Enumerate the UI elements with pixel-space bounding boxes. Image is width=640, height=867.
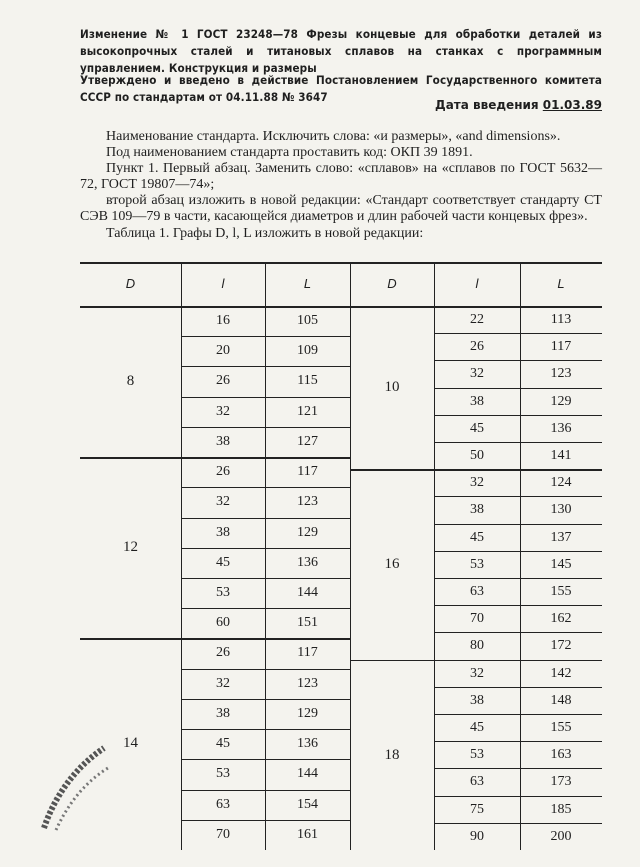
row-rule xyxy=(181,669,350,670)
length-L-cell: 161 xyxy=(297,826,318,842)
row-rule xyxy=(181,397,350,398)
row-rule xyxy=(181,336,350,337)
length-L-cell: 113 xyxy=(550,312,572,327)
row-rule xyxy=(181,366,350,367)
length-L-cell: 123 xyxy=(297,675,318,691)
row-rule xyxy=(181,608,350,609)
length-l-cell: 53 xyxy=(470,556,484,572)
header-cell-right-l: l xyxy=(475,276,479,291)
length-L-cell: 136 xyxy=(297,736,318,752)
length-L-cell: 129 xyxy=(297,705,318,721)
length-L-cell: 136 xyxy=(297,554,318,570)
length-l-cell: 38 xyxy=(470,692,484,708)
paragraph-title-change: Наименование стандарта. Исключить слова: «и размеры», «and dimensions». xyxy=(106,129,561,144)
length-L-cell: 117 xyxy=(297,464,318,480)
row-rule xyxy=(181,487,350,488)
length-l-cell: 45 xyxy=(470,529,484,545)
row-rule xyxy=(434,632,602,633)
length-l-cell: 26 xyxy=(216,373,230,389)
length-l-cell: 90 xyxy=(470,828,484,844)
length-l-cell: 32 xyxy=(470,665,484,681)
length-l-cell: 32 xyxy=(470,475,484,491)
length-l-cell: 63 xyxy=(470,584,484,599)
row-rule xyxy=(181,548,350,549)
row-rule xyxy=(181,427,350,428)
length-l-cell: 45 xyxy=(470,420,484,436)
paragraph-okp-code: Под наименованием стандарта проставить код: ОКП 39 1891. xyxy=(106,145,473,160)
length-l-cell: 53 xyxy=(216,585,230,600)
row-rule xyxy=(181,578,350,579)
length-l-cell: 60 xyxy=(216,615,230,631)
length-l-cell: 38 xyxy=(216,433,230,449)
length-l-cell: 38 xyxy=(470,393,484,409)
row-rule xyxy=(434,496,602,497)
library-stamp-mark xyxy=(34,738,114,838)
length-L-cell: 155 xyxy=(550,584,572,599)
length-l-cell: 26 xyxy=(216,645,230,661)
length-L-cell: 155 xyxy=(550,720,572,735)
length-l-cell: 75 xyxy=(470,801,484,817)
row-rule xyxy=(434,605,602,606)
diameter-cell: 16 xyxy=(384,556,400,573)
length-L-cell: 105 xyxy=(297,313,318,328)
row-rule xyxy=(434,524,602,525)
length-L-cell: 123 xyxy=(297,494,318,510)
row-rule xyxy=(434,741,602,742)
length-L-cell: 137 xyxy=(550,529,572,545)
length-L-cell: 145 xyxy=(550,556,572,572)
row-rule xyxy=(434,823,602,824)
length-L-cell: 142 xyxy=(550,665,572,681)
amendment-title: Изменение № 1 ГОСТ 23248—78 Фрезы концевые для обработки деталей из высокопрочных сталей и титановых сплавов на станках с программным управлением. Конструкция и размеры xyxy=(80,27,602,75)
dimensions-table xyxy=(80,257,602,850)
length-L-cell: 121 xyxy=(297,403,318,419)
length-L-cell: 173 xyxy=(550,774,572,790)
length-l-cell: 63 xyxy=(470,774,484,790)
length-l-cell: 80 xyxy=(470,638,484,654)
length-L-cell: 129 xyxy=(297,524,318,540)
paragraph-point-1: Пункт 1. Первый абзац. Заменить слово: «сплавов» на «сплавов по ГОСТ 5632—72, ГОСТ 19807—74»; xyxy=(80,161,602,192)
diameter-cell: 10 xyxy=(384,379,400,395)
length-l-cell: 22 xyxy=(470,312,484,327)
length-L-cell: 124 xyxy=(550,475,572,491)
length-l-cell: 53 xyxy=(216,766,230,782)
length-L-cell: 185 xyxy=(550,801,572,817)
length-L-cell: 144 xyxy=(297,766,318,782)
length-l-cell: 38 xyxy=(470,502,484,518)
length-L-cell: 200 xyxy=(550,828,572,844)
length-l-cell: 45 xyxy=(216,736,230,752)
row-rule xyxy=(434,687,602,688)
length-l-cell: 38 xyxy=(216,524,230,540)
row-rule xyxy=(181,699,350,700)
length-l-cell: 45 xyxy=(216,554,230,570)
length-L-cell: 115 xyxy=(297,373,318,389)
length-l-cell: 50 xyxy=(470,448,484,463)
date-value: 01.03.89 xyxy=(542,98,602,112)
paragraph-table-1: Таблица 1. Графы D, l, L изложить в новой редакции: xyxy=(106,226,424,241)
header-cell-left-d: D xyxy=(125,276,136,291)
row-rule xyxy=(181,518,350,519)
length-L-cell: 127 xyxy=(297,433,318,449)
length-L-cell: 123 xyxy=(550,366,572,382)
header-cell-left-l: l xyxy=(221,276,225,291)
length-l-cell: 16 xyxy=(216,313,230,328)
row-rule xyxy=(434,333,602,334)
row-rule xyxy=(434,442,602,443)
diameter-cell: 18 xyxy=(384,746,400,763)
row-rule xyxy=(434,768,602,769)
header-cell-right-d: D xyxy=(387,276,397,291)
length-L-cell: 141 xyxy=(550,448,572,463)
row-rule xyxy=(434,388,602,389)
length-l-cell: 26 xyxy=(470,339,484,355)
row-rule xyxy=(434,796,602,797)
length-l-cell: 20 xyxy=(216,343,230,359)
length-l-cell: 32 xyxy=(216,403,230,419)
length-L-cell: 148 xyxy=(550,692,572,708)
row-rule xyxy=(181,790,350,791)
length-l-cell: 45 xyxy=(470,720,484,735)
row-rule xyxy=(434,551,602,552)
length-L-cell: 136 xyxy=(550,420,572,436)
row-rule xyxy=(181,759,350,760)
length-L-cell: 117 xyxy=(550,339,572,355)
length-l-cell: 32 xyxy=(216,494,230,510)
approval-statement: Утверждено и введено в действие Постановлением Государственного комитета СССР по стандартам от 04.11.88 № 3647 xyxy=(80,73,602,104)
row-rule xyxy=(434,714,602,715)
length-l-cell: 32 xyxy=(216,675,230,691)
diameter-cell: 12 xyxy=(123,539,138,556)
length-L-cell: 109 xyxy=(297,343,318,359)
length-L-cell: 151 xyxy=(297,615,318,631)
row-rule xyxy=(434,578,602,579)
header-cell-left-l: L xyxy=(303,276,312,291)
length-L-cell: 130 xyxy=(550,502,572,518)
row-rule xyxy=(181,820,350,821)
length-L-cell: 172 xyxy=(550,638,572,654)
row-rule xyxy=(181,729,350,730)
paragraph-second-abzac: второй абзац изложить в новой редакции: «Стандарт соответствует стандарту СТ СЭВ 109—79 в части, касающейся диаметров и длин рабочей части концевых фрез». xyxy=(80,193,602,224)
length-l-cell: 32 xyxy=(470,366,484,382)
row-rule xyxy=(434,415,602,416)
length-l-cell: 53 xyxy=(470,747,484,763)
diameter-cell: 8 xyxy=(126,373,135,389)
length-L-cell: 154 xyxy=(297,796,318,812)
length-L-cell: 144 xyxy=(297,585,318,600)
length-l-cell: 70 xyxy=(470,611,484,627)
date-label: Дата введения xyxy=(435,98,539,112)
length-l-cell: 38 xyxy=(216,705,230,721)
row-rule xyxy=(434,360,602,361)
header-cell-right-l: L xyxy=(557,276,565,291)
length-l-cell: 70 xyxy=(216,826,230,842)
length-l-cell: 63 xyxy=(216,796,230,812)
length-L-cell: 162 xyxy=(550,611,572,627)
effective-date xyxy=(435,98,602,112)
diameter-cell: 14 xyxy=(123,735,138,752)
length-L-cell: 117 xyxy=(297,645,318,661)
length-L-cell: 129 xyxy=(550,393,572,409)
length-l-cell: 26 xyxy=(216,464,230,480)
length-L-cell: 163 xyxy=(550,747,572,763)
